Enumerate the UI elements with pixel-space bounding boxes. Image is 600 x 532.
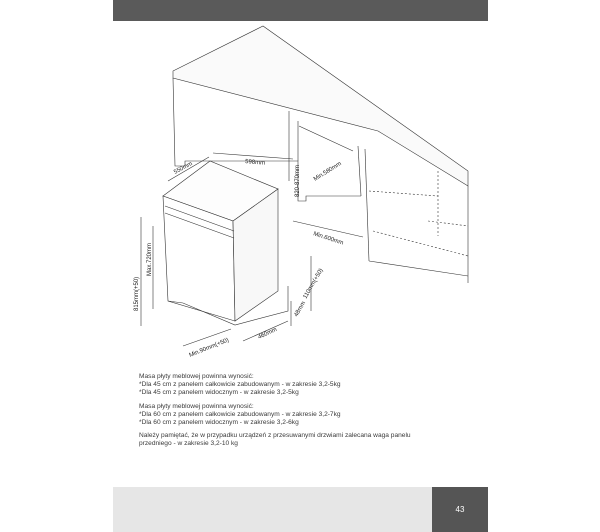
dim-depth: 550mm xyxy=(173,161,194,176)
note-sliding-doors: Należy pamiętać, że w przypadku urządzeń z przesuwanymi drzwiami zalecana waga panelu przedniego - w zakresie 3,2-10 kg xyxy=(139,432,411,448)
note-60cm: Masa płyty meblowej powinna wynosić: *Dla 60 cm z panelem całkowicie zabudowanym - w zakresie 3,2-7kg *Dla 60 cm z panelem widocznym - w zakresie 3,2-6kg xyxy=(139,402,341,427)
installation-diagram xyxy=(113,21,488,371)
note-45cm: Masa płyty meblowej powinna wynosić: *Dla 45 cm z panelem całkowicie zabudowanym - w zakresie 3,2-5kg *Dla 45 cm z panelem widocznym - w zakresie 3,2-5kg xyxy=(139,373,341,397)
weight-notes xyxy=(139,373,479,454)
dim-min-bottom: Min.90mm(+50) xyxy=(188,337,230,359)
dim-panel-depth: 460mm xyxy=(257,326,278,341)
dim-min-depth: Min.600mm xyxy=(312,231,345,247)
footer-bar xyxy=(113,487,432,532)
header-bar xyxy=(113,0,488,21)
dim-plinth-depth: 48mm xyxy=(293,300,308,318)
dim-total-height: 815mm(+50) xyxy=(134,276,140,311)
dim-width: 598mm xyxy=(244,159,266,167)
page-number: 43 xyxy=(432,487,488,532)
dim-niche-height: 820-870mm xyxy=(295,164,301,197)
dim-max-height: Max.720mm xyxy=(147,242,153,276)
countertop xyxy=(173,26,468,186)
dim-min-width: Min.580mm xyxy=(312,160,343,183)
dim-plinth: 110mm(+50) xyxy=(302,267,325,300)
